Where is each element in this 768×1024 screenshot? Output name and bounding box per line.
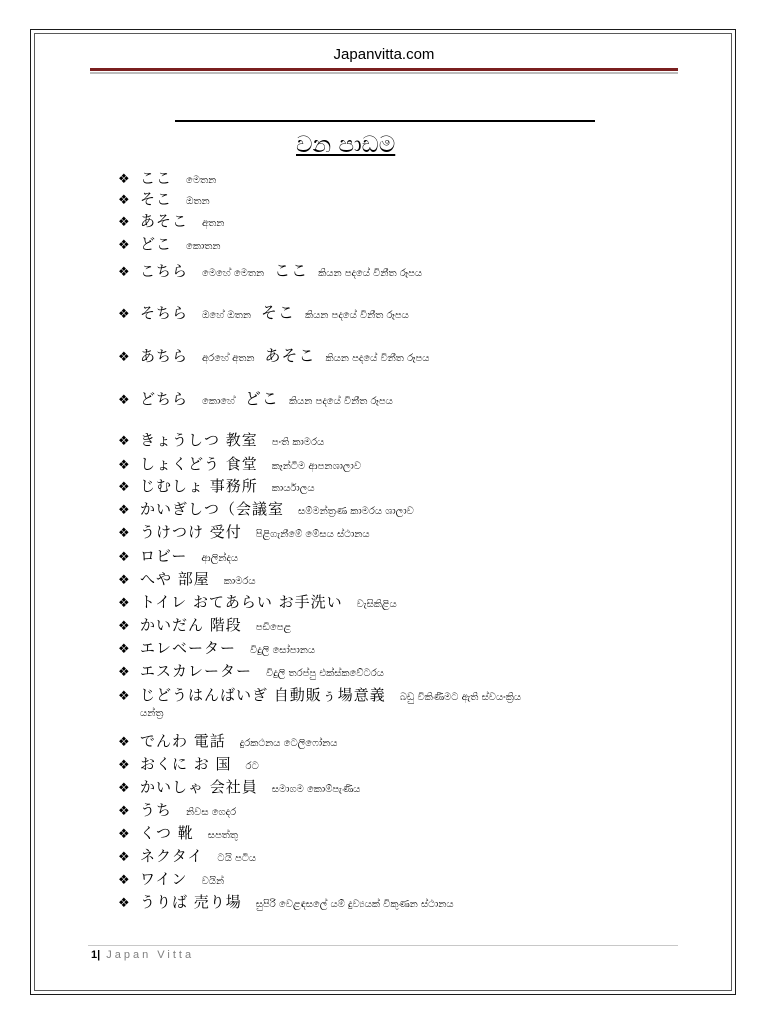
japanese-reference: ここ — [274, 261, 309, 280]
japanese-term: そこ — [140, 190, 173, 208]
list-item — [118, 614, 291, 635]
list-item — [118, 637, 315, 658]
bullet-icon: ❖ — [118, 735, 130, 750]
bullet-icon: ❖ — [118, 526, 130, 541]
list-item — [118, 188, 210, 209]
sinhala-explanation: කියන පදයේ විනීත රූපය — [325, 353, 430, 364]
list-item — [118, 684, 521, 705]
header-rule-gray — [90, 72, 678, 74]
japanese-term: ロビー — [140, 547, 188, 565]
japanese-term: あちら — [140, 347, 189, 365]
list-item — [118, 453, 361, 474]
sinhala-meaning: ඔහේ ඔතන — [202, 310, 251, 321]
bullet-icon: ❖ — [118, 665, 130, 680]
list-item — [118, 475, 315, 496]
bullet-icon: ❖ — [118, 458, 130, 473]
header-rule-red — [90, 68, 678, 71]
japanese-term: かいぎしつ（会議室 — [140, 500, 285, 518]
japanese-reference: どこ — [244, 389, 279, 408]
list-item — [118, 845, 256, 866]
list-item — [118, 386, 393, 409]
footer-separator: | — [97, 949, 101, 961]
japanese-term: トイレ おてあらい お手洗い — [140, 593, 343, 611]
japanese-term: じむしょ 事務所 — [140, 477, 258, 495]
sinhala-meaning: සුපිරි වෙළඳසලේ යම් දුව්‍යයක් විකුණන ස්ථානය — [255, 899, 454, 910]
japanese-term: でんわ 電話 — [140, 732, 226, 750]
sinhala-meaning: වැසිකිළිය — [356, 599, 397, 610]
sinhala-meaning: සපත්තු — [207, 830, 238, 841]
sinhala-explanation: කියන පදයේ විනීත රූපය — [288, 396, 393, 407]
sinhala-meaning: විදුලි සෝපානය — [250, 645, 316, 656]
bullet-icon: ❖ — [118, 689, 130, 704]
footer-text: Japan Vitta — [106, 949, 195, 961]
sinhala-meaning: පිළිගැනීමේ මේසය ස්ථානය — [255, 529, 370, 540]
sinhala-meaning: මෙතන — [186, 175, 217, 186]
bullet-icon: ❖ — [118, 393, 130, 408]
bullet-icon: ❖ — [118, 804, 130, 819]
sinhala-meaning: මෙහේ මෙතන — [202, 268, 265, 279]
japanese-reference: あそこ — [264, 346, 316, 365]
sinhala-meaning: ඔතන — [186, 196, 210, 207]
sinhala-explanation: කියන පදයේ විනීත රූපය — [304, 310, 409, 321]
sinhala-meaning: අතන — [202, 218, 225, 229]
japanese-term: じどうはんばいぎ 自動販ぅ場意義 — [140, 686, 386, 704]
list-item — [118, 591, 397, 612]
japanese-term: どこ — [140, 235, 173, 253]
lesson-title: වන පාඩම — [296, 132, 396, 158]
japanese-term: そちら — [140, 304, 189, 322]
japanese-term: おくに お 国 — [140, 755, 232, 773]
list-item — [118, 429, 324, 450]
sinhala-meaning: පඩිපෙළ — [255, 622, 292, 633]
japanese-term: かいしゃ 会社員 — [140, 778, 258, 796]
list-item — [118, 822, 238, 843]
list-item — [118, 233, 220, 254]
list-item — [118, 300, 409, 323]
bullet-icon: ❖ — [118, 480, 130, 495]
list-item — [118, 258, 422, 281]
bullet-icon: ❖ — [118, 434, 130, 449]
list-item — [118, 210, 224, 231]
list-item — [118, 521, 370, 542]
japanese-reference: そこ — [260, 303, 295, 322]
list-item — [118, 753, 259, 774]
sinhala-meaning: කොතන — [186, 241, 221, 252]
header-site: Japanvitta.com — [333, 46, 435, 63]
japanese-term: どちら — [140, 390, 189, 408]
japanese-term: あそこ — [140, 212, 189, 230]
footer — [91, 949, 194, 961]
japanese-term: うりば 売り場 — [140, 893, 242, 911]
sinhala-meaning-continuation: යන්ත්‍ර — [140, 708, 164, 719]
japanese-term: しょくどう 食堂 — [140, 455, 258, 473]
bullet-icon: ❖ — [118, 350, 130, 365]
japanese-term: こちら — [140, 262, 189, 280]
list-item — [118, 167, 216, 188]
japanese-term: ここ — [140, 169, 173, 187]
bullet-icon: ❖ — [118, 758, 130, 773]
bullet-icon: ❖ — [118, 850, 130, 865]
bullet-icon: ❖ — [118, 265, 130, 280]
sinhala-meaning: විදුලි තරප්පු එක්ස්කවේටරය — [266, 668, 384, 679]
list-item — [118, 545, 238, 566]
list-item — [118, 568, 256, 589]
japanese-term: きょうしつ 教室 — [140, 431, 258, 449]
japanese-term: へや 部屋 — [140, 570, 210, 588]
sinhala-meaning: සම්මන්ත්‍රණ කාමරය ශාලාව — [298, 506, 414, 517]
list-item — [118, 799, 236, 820]
bullet-icon: ❖ — [118, 573, 130, 588]
bullet-icon: ❖ — [118, 873, 130, 888]
sinhala-meaning: ටයි පටිය — [217, 853, 257, 864]
list-item — [118, 343, 429, 366]
sinhala-meaning: දුරකථනය ටෙලිෆෝනය — [239, 738, 338, 749]
bullet-icon: ❖ — [118, 619, 130, 634]
list-item — [118, 660, 384, 681]
sinhala-meaning: රට — [245, 761, 259, 772]
list-item — [118, 868, 224, 889]
bullet-icon: ❖ — [118, 503, 130, 518]
list-item — [118, 776, 360, 797]
sinhala-meaning: අරහේ අතන — [202, 353, 255, 364]
bullet-icon: ❖ — [118, 172, 130, 187]
sinhala-meaning: කෑන්ටීම ආපනශාලාව — [271, 461, 362, 472]
bullet-icon: ❖ — [118, 642, 130, 657]
japanese-term: エスカレーター — [140, 662, 253, 680]
bullet-icon: ❖ — [118, 307, 130, 322]
japanese-term: うち — [140, 801, 173, 819]
bullet-icon: ❖ — [118, 781, 130, 796]
bullet-icon: ❖ — [118, 238, 130, 253]
list-item — [118, 730, 337, 751]
sinhala-meaning: කාමරය — [223, 576, 256, 587]
footer-rule — [88, 945, 678, 946]
japanese-term: うけつけ 受付 — [140, 523, 242, 541]
title-rule — [175, 120, 595, 122]
bullet-icon: ❖ — [118, 550, 130, 565]
bullet-icon: ❖ — [118, 896, 130, 911]
sinhala-meaning: නිවස ගෙදර — [186, 807, 237, 818]
japanese-term: エレベーター — [140, 639, 237, 657]
sinhala-meaning: කාර්යාලය — [271, 483, 315, 494]
sinhala-meaning: සමාගම කොම්පැණිය — [271, 784, 361, 795]
japanese-term: くつ 靴 — [140, 824, 194, 842]
page-number: 1 — [91, 949, 98, 961]
sinhala-meaning: බඩු විකිණීමට ඇති ස්වයංක්‍රිය — [399, 692, 522, 703]
bullet-icon: ❖ — [118, 215, 130, 230]
bullet-icon: ❖ — [118, 827, 130, 842]
japanese-term: ワイン — [140, 870, 188, 888]
sinhala-meaning: ආලින්දය — [201, 553, 239, 564]
sinhala-meaning: කොහේ — [202, 396, 235, 407]
list-item — [118, 498, 414, 519]
bullet-icon: ❖ — [118, 193, 130, 208]
sinhala-meaning: වයින් — [201, 876, 225, 887]
sinhala-meaning: පංති කාමරය — [271, 437, 325, 448]
japanese-term: かいだん 階段 — [140, 616, 242, 634]
bullet-icon: ❖ — [118, 596, 130, 611]
japanese-term: ネクタイ — [140, 847, 204, 865]
sinhala-explanation: කියන පදයේ විනීත රූපය — [318, 268, 423, 279]
list-item — [118, 891, 454, 912]
